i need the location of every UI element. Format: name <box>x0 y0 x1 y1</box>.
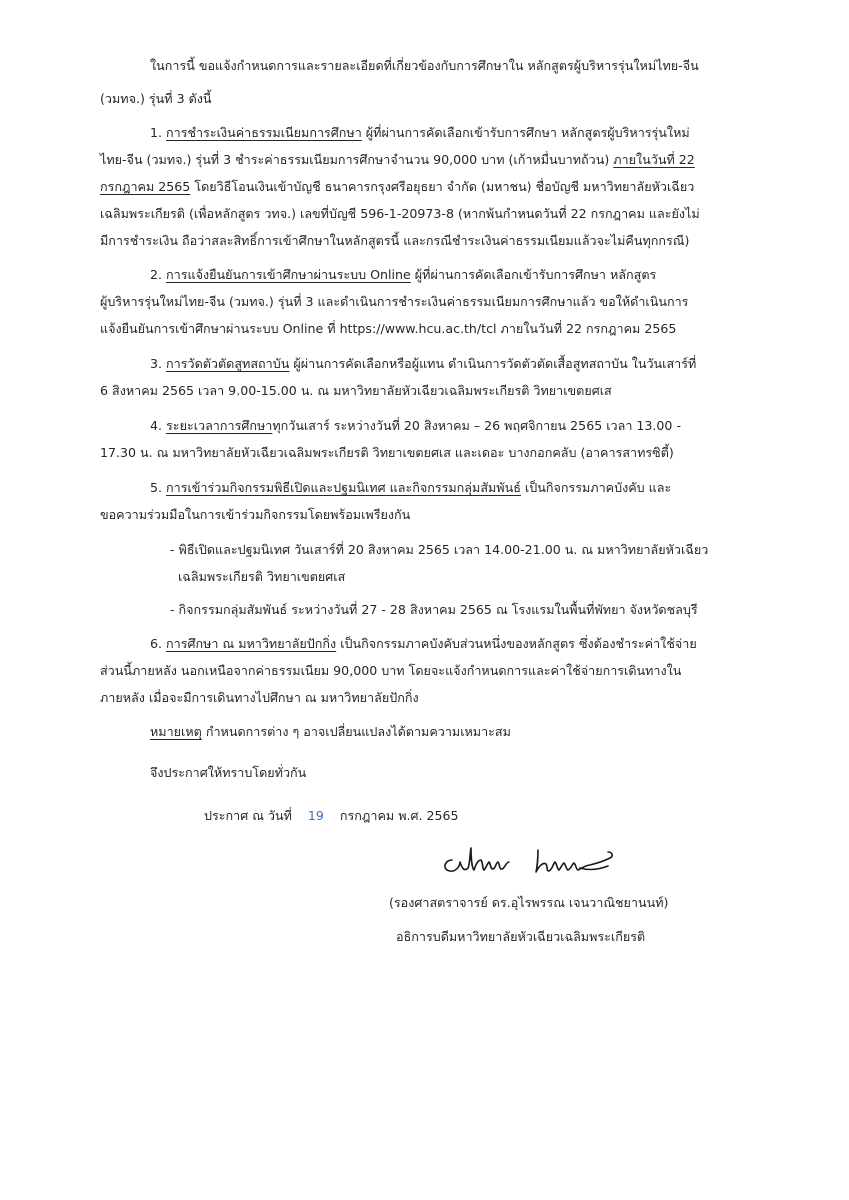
item-3-text: ผู้ผ่านการคัดเลือกหรือผู้แทน ดำเนินการวัดตัวตัดเสื้อสูทสถาบัน ในวันเสาร์ที่ <box>289 356 697 371</box>
item-5-sub-2: - กิจกรรมกลุ่มสัมพันธ์ ระหว่างวันที่ 27 - 28 สิงหาคม 2565 ณ โรงแรมในพื้นที่พัทยา จังหวัดชลบุรี <box>170 602 698 617</box>
item-3-line-1 <box>150 354 696 374</box>
item-1-line-5: มีการชำระเงิน ถือว่าสละสิทธิ์การเข้าศึกษาในหลักสูตรนี้ และกรณีชำระเงินค่าธรรมเนียมแล้วจะไม่คืนทุกกรณี) <box>100 233 690 248</box>
item-6-number: 6. <box>150 636 163 651</box>
date-prefix: ประกาศ ณ วันที่ <box>204 808 292 823</box>
item-4-number: 4. <box>150 418 163 433</box>
item-1-line-2 <box>100 150 695 170</box>
item-6-line-2: ส่วนนี้ภายหลัง นอกเหนือจากค่าธรรมเนียม 90,000 บาท โดยจะแจ้งกำหนดการและค่าใช้จ่ายการเดินทางใน <box>100 663 682 678</box>
item-2-text: ผู้ที่ผ่านการคัดเลือกเข้ารับการศึกษา หลักสูตร <box>410 267 657 282</box>
item-1-text-2: ไทย-จีน (วมทจ.) รุ่นที่ 3 ชำระค่าธรรมเนียมการศึกษาจำนวน 90,000 บาท (เก้าหมื่นบาทถ้วน) <box>100 152 614 167</box>
note-text: กำหนดการต่าง ๆ อาจเปลี่ยนแปลงได้ตามความเหมาะสม <box>201 724 511 739</box>
intro-line-2: (วมทจ.) รุ่นที่ 3 ดังนี้ <box>100 91 212 106</box>
item-3-line-2: 6 สิงหาคม 2565 เวลา 9.00-15.00 น. ณ มหาวิทยาลัยหัวเฉียวเฉลิมพระเกียรติ วิทยาเขตยศเส <box>100 383 612 398</box>
item-6-line-1 <box>150 634 697 654</box>
closing-statement: จึงประกาศให้ทราบโดยทั่วกัน <box>150 765 307 780</box>
intro-line-1: ในการนี้ ขอแจ้งกำหนดการและรายละเอียดที่เกี่ยวข้องกับการศึกษาใน หลักสูตรผู้บริหารรุ่นใหม่ไทย-จีน <box>150 58 699 73</box>
item-1-heading: การชำระเงินค่าธรรมเนียมการศึกษา <box>166 125 362 140</box>
item-2-line-1 <box>150 265 656 285</box>
handwritten-signature <box>440 838 640 880</box>
item-4-text: ทุกวันเสาร์ ระหว่างวันที่ 20 สิงหาคม – 26 พฤศจิกายน 2565 เวลา 13.00 - <box>272 418 681 433</box>
item-4-line-2: 17.30 น. ณ มหาวิทยาลัยหัวเฉียวเฉลิมพระเกียรติ วิทยาเขตยศเส และเดอะ บางกอกคลับ (อาคารสาทรซิตี้) <box>100 445 674 460</box>
item-4-line-1 <box>150 416 681 436</box>
item-1-deadline-b: กรกฎาคม 2565 <box>100 179 191 194</box>
item-3-heading: การวัดตัวตัดสูทสถาบัน <box>166 356 290 371</box>
item-6-text: เป็นกิจกรรมภาคบังคับส่วนหนึ่งของหลักสูตร ซึ่งต้องชำระค่าใช้จ่าย <box>336 636 697 651</box>
item-5-text: เป็นกิจกรรมภาคบังคับ และ <box>520 480 672 495</box>
item-2-line-3: แจ้งยืนยันการเข้าศึกษาผ่านระบบ Online ที่ https://www.hcu.ac.th/tcl ภายในวันที่ 22 กรกฎาคม 2565 <box>100 321 677 336</box>
item-2-heading: การแจ้งยืนยันการเข้าศึกษาผ่านระบบ Online <box>166 267 411 282</box>
date-day: 19 <box>307 808 324 823</box>
item-1-line-1 <box>150 123 690 143</box>
item-5-line-1 <box>150 478 671 498</box>
item-5-number: 5. <box>150 480 163 495</box>
item-1-text: ผู้ที่ผ่านการคัดเลือกเข้ารับการศึกษา หลักสูตรผู้บริหารรุ่นใหม่ <box>361 125 690 140</box>
item-5-line-2: ขอความร่วมมือในการเข้าร่วมกิจกรรมโดยพร้อมเพรียงกัน <box>100 507 411 522</box>
item-6-heading: การศึกษา ณ มหาวิทยาลัยปักกิ่ง <box>166 636 337 651</box>
item-2-line-2: ผู้บริหารรุ่นใหม่ไทย-จีน (วมทจ.) รุ่นที่ 3 และดำเนินการชำระเงินค่าธรรมเนียมการศึกษาแล้ว ขอให้ดำเนินการ <box>100 294 689 309</box>
item-1-number: 1. <box>150 125 163 140</box>
item-4-heading: ระยะเวลาการศึกษา <box>166 418 273 433</box>
item-5-heading: การเข้าร่วมกิจกรรมพิธีเปิดและปฐมนิเทศ และกิจกรรมกลุ่มสัมพันธ์ <box>166 480 521 495</box>
item-3-number: 3. <box>150 356 163 371</box>
item-6-line-3: ภายหลัง เมื่อจะมีการเดินทางไปศึกษา ณ มหาวิทยาลัยปักกิ่ง <box>100 690 419 705</box>
item-1-line-4: เฉลิมพระเกียรติ (เพื่อหลักสูตร วทจ.) เลขที่บัญชี 596-1-20973-8 (หากพ้นกำหนดวันที่ 22 กรกฎาคม และยังไม่ <box>100 206 700 221</box>
item-1-text-3: โดยวิธีโอนเงินเข้าบัญชี ธนาคารกรุงศรีอยุธยา จำกัด (มหาชน) ชื่อบัญชี มหาวิทยาลัยหัวเฉียว <box>190 179 695 194</box>
item-5-sub-1-line-1: - พิธีเปิดและปฐมนิเทศ วันเสาร์ที่ 20 สิงหาคม 2565 เวลา 14.00-21.00 น. ณ มหาวิทยาลัยหัวเฉียว <box>170 542 709 557</box>
item-2-number: 2. <box>150 267 163 282</box>
signatory-title: อธิการบดีมหาวิทยาลัยหัวเฉียวเฉลิมพระเกียรติ <box>396 929 646 944</box>
item-1-deadline-a: ภายในวันที่ 22 <box>613 152 695 167</box>
item-5-sub-1-line-2: เฉลิมพระเกียรติ วิทยาเขตยศเส <box>178 569 346 584</box>
date-month-year: กรกฎาคม พ.ศ. 2565 <box>339 808 459 823</box>
item-1-line-3 <box>100 177 694 197</box>
date-line <box>204 806 459 826</box>
note-line <box>150 722 511 742</box>
note-label: หมายเหตุ <box>150 724 202 739</box>
signatory-name: (รองศาสตราจารย์ ดร.อุไรพรรณ เจนวาณิชยานนท์) <box>389 895 669 910</box>
